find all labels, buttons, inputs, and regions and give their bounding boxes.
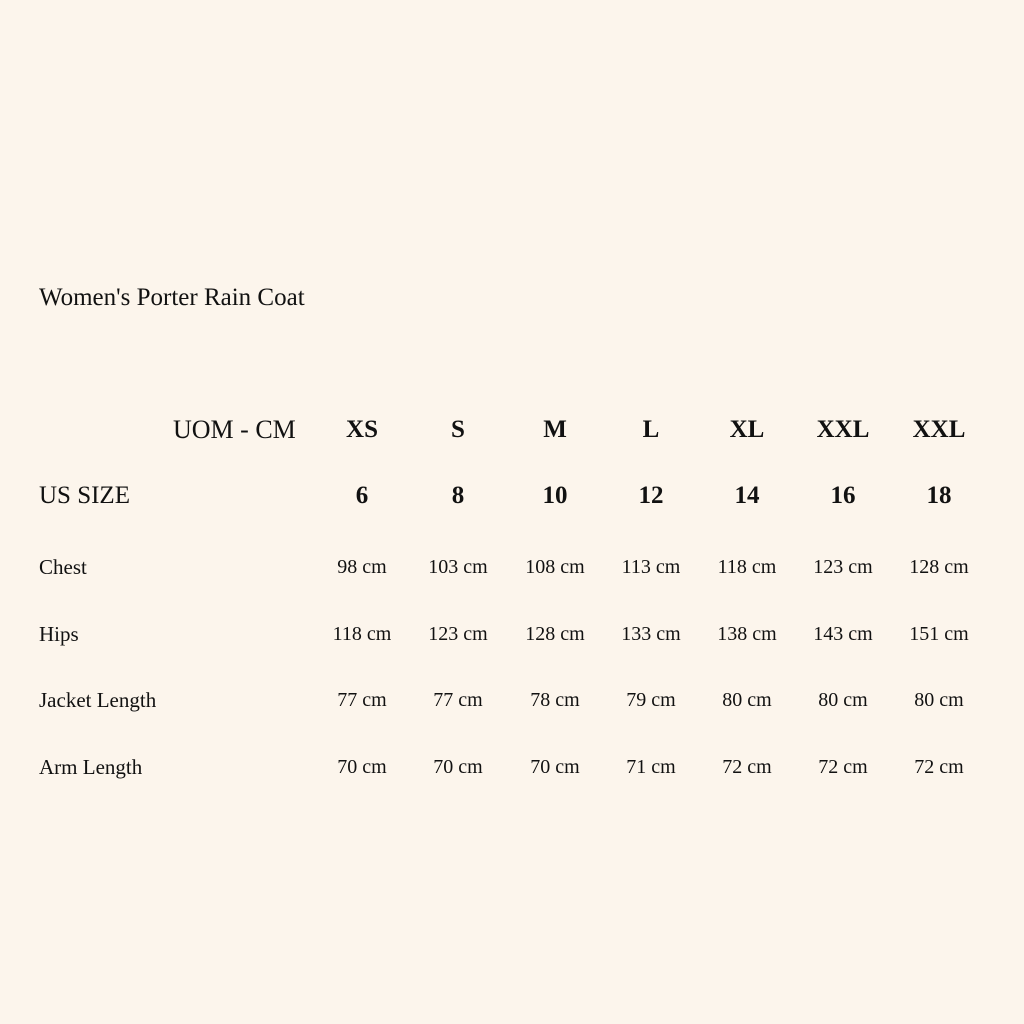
table-cell: 98 cm [337,556,387,578]
table-cell: 70 cm [530,756,580,778]
row-label-chest: Chest [39,555,87,579]
table-cell: 103 cm [428,556,488,578]
table-cell: 123 cm [813,556,873,578]
size-header-xs: XS [346,416,378,443]
us-size-value: 8 [451,482,465,509]
table-cell: 77 cm [433,689,483,711]
table-cell: 128 cm [909,556,969,578]
size-header-m: M [543,416,567,443]
uom-label: UOM - CM [173,415,296,444]
table-cell: 80 cm [722,689,772,711]
table-cell: 143 cm [813,623,873,645]
row-label-jacket-length: Jacket Length [39,688,157,712]
table-cell: 118 cm [717,556,777,578]
us-size-value: 14 [734,482,760,509]
table-cell: 133 cm [621,623,681,645]
size-header-l: L [642,416,660,443]
table-cell: 113 cm [621,556,681,578]
table-cell: 71 cm [626,756,676,778]
table-cell: 70 cm [433,756,483,778]
page-title: Women's Porter Rain Coat [39,284,305,311]
table-cell: 128 cm [525,623,585,645]
table-cell: 108 cm [525,556,585,578]
table-cell: 118 cm [332,623,392,645]
size-header-xl: XL [729,416,765,443]
us-size-value: 6 [355,482,369,509]
table-cell: 79 cm [626,689,676,711]
row-label-hips: Hips [39,622,79,646]
us-size-value: 10 [542,482,568,509]
us-size-value: 18 [926,482,952,509]
table-cell: 80 cm [914,689,964,711]
size-header-xxl: XXL [816,416,870,443]
us-size-value: 12 [638,482,664,509]
us-size-label: US SIZE [39,482,130,509]
row-label-arm-length: Arm Length [39,755,143,779]
table-cell: 72 cm [818,756,868,778]
table-cell: 138 cm [717,623,777,645]
table-cell: 77 cm [337,689,387,711]
table-cell: 123 cm [428,623,488,645]
size-header-xxl-2: XXL [912,416,966,443]
us-size-value: 16 [830,482,856,509]
size-header-s: S [451,416,465,443]
table-cell: 78 cm [530,689,580,711]
table-cell: 151 cm [909,623,969,645]
table-cell: 72 cm [722,756,772,778]
table-cell: 72 cm [914,756,964,778]
table-cell: 80 cm [818,689,868,711]
table-cell: 70 cm [337,756,387,778]
